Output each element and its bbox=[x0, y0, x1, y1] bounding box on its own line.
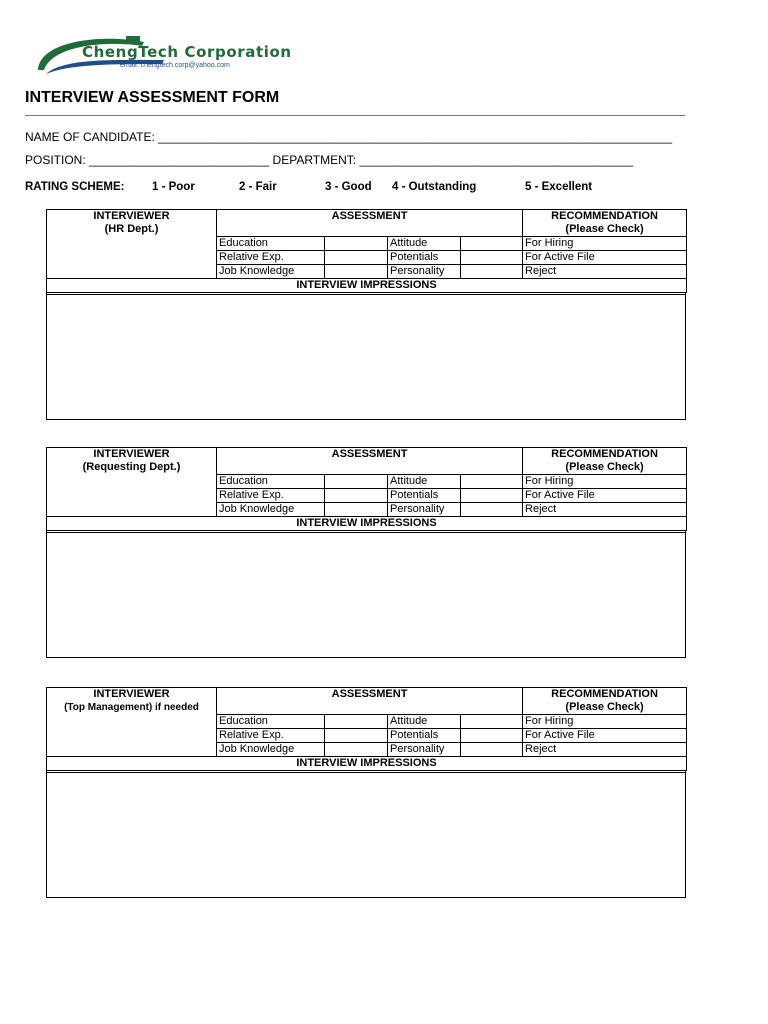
relative-exp-label: Relative Exp. bbox=[217, 251, 325, 265]
recommendation-title: RECOMMENDATION bbox=[551, 210, 658, 222]
relative-exp-rating-field[interactable] bbox=[325, 729, 388, 743]
attitude-rating-field[interactable] bbox=[461, 715, 523, 729]
assessment-section-requesting bbox=[46, 447, 686, 658]
education-label: Education bbox=[217, 237, 325, 251]
department-label: DEPARTMENT: _________________________________________ bbox=[272, 153, 634, 167]
job-knowledge-label: Job Knowledge bbox=[217, 743, 325, 757]
rating-1: 1 - Poor bbox=[152, 181, 195, 193]
please-check-label: (Please Check) bbox=[565, 223, 644, 235]
personality-label: Personality bbox=[388, 265, 461, 279]
potentials-rating-field[interactable] bbox=[461, 729, 523, 743]
interview-impressions-header: INTERVIEW IMPRESSIONS bbox=[47, 517, 687, 531]
for-hiring-option[interactable]: For Hiring bbox=[523, 475, 687, 489]
rating-3: 3 - Good bbox=[325, 181, 372, 193]
attitude-label: Attitude bbox=[388, 475, 461, 489]
job-knowledge-rating-field[interactable] bbox=[325, 503, 388, 517]
relative-exp-label: Relative Exp. bbox=[217, 729, 325, 743]
assessment-header: ASSESSMENT bbox=[217, 448, 523, 475]
personality-label: Personality bbox=[388, 743, 461, 757]
please-check-label: (Please Check) bbox=[565, 461, 644, 473]
company-name: ChengTech Corporation bbox=[82, 43, 292, 61]
education-rating-field[interactable] bbox=[325, 715, 388, 729]
interview-impressions-field[interactable] bbox=[46, 772, 686, 898]
job-knowledge-label: Job Knowledge bbox=[217, 503, 325, 517]
assessment-table bbox=[46, 209, 687, 293]
reject-option[interactable]: Reject bbox=[523, 743, 687, 757]
potentials-label: Potentials bbox=[388, 489, 461, 503]
please-check-label: (Please Check) bbox=[565, 701, 644, 713]
interviewer-subtitle: (HR Dept.) bbox=[104, 223, 159, 235]
position-label: POSITION: ___________________________ bbox=[25, 153, 270, 167]
for-hiring-option[interactable]: For Hiring bbox=[523, 237, 687, 251]
for-active-file-option[interactable]: For Active File bbox=[523, 729, 687, 743]
relative-exp-label: Relative Exp. bbox=[217, 489, 325, 503]
recommendation-header bbox=[523, 448, 687, 475]
relative-exp-rating-field[interactable] bbox=[325, 489, 388, 503]
assessment-header: ASSESSMENT bbox=[217, 688, 523, 715]
interview-impressions-header: INTERVIEW IMPRESSIONS bbox=[47, 757, 687, 771]
recommendation-header bbox=[523, 688, 687, 715]
recommendation-header bbox=[523, 210, 687, 237]
assessment-section-management bbox=[46, 687, 686, 898]
education-label: Education bbox=[217, 715, 325, 729]
reject-option[interactable]: Reject bbox=[523, 265, 687, 279]
job-knowledge-rating-field[interactable] bbox=[325, 743, 388, 757]
education-rating-field[interactable] bbox=[325, 237, 388, 251]
form-title: INTERVIEW ASSESSMENT FORM bbox=[25, 89, 280, 106]
candidate-name-field[interactable]: NAME OF CANDIDATE: _____________________________________________________________________________ bbox=[25, 130, 673, 144]
assessment-header: ASSESSMENT bbox=[217, 210, 523, 237]
interview-impressions-field[interactable] bbox=[46, 294, 686, 420]
interviewer-name-field[interactable] bbox=[47, 237, 217, 279]
personality-rating-field[interactable] bbox=[461, 503, 523, 517]
interviewer-title: INTERVIEWER bbox=[93, 448, 170, 460]
interviewer-name-field[interactable] bbox=[47, 475, 217, 517]
assessment-table bbox=[46, 447, 687, 531]
company-logo bbox=[34, 30, 394, 78]
rating-2: 2 - Fair bbox=[239, 181, 277, 193]
education-rating-field[interactable] bbox=[325, 475, 388, 489]
reject-option[interactable]: Reject bbox=[523, 503, 687, 517]
recommendation-title: RECOMMENDATION bbox=[551, 688, 658, 700]
job-knowledge-rating-field[interactable] bbox=[325, 265, 388, 279]
interviewer-header bbox=[47, 210, 217, 237]
interviewer-title: INTERVIEWER bbox=[93, 688, 170, 700]
relative-exp-rating-field[interactable] bbox=[325, 251, 388, 265]
personality-rating-field[interactable] bbox=[461, 265, 523, 279]
recommendation-title: RECOMMENDATION bbox=[551, 448, 658, 460]
interviewer-name-field[interactable] bbox=[47, 715, 217, 757]
interview-impressions-header: INTERVIEW IMPRESSIONS bbox=[47, 279, 687, 293]
potentials-rating-field[interactable] bbox=[461, 251, 523, 265]
interviewer-title: INTERVIEWER bbox=[93, 210, 170, 222]
attitude-rating-field[interactable] bbox=[461, 475, 523, 489]
for-active-file-option[interactable]: For Active File bbox=[523, 251, 687, 265]
potentials-rating-field[interactable] bbox=[461, 489, 523, 503]
interviewer-subtitle: (Top Management) if needed bbox=[64, 702, 199, 713]
assessment-table bbox=[46, 687, 687, 771]
rating-scheme-label: RATING SCHEME: bbox=[25, 181, 125, 193]
attitude-rating-field[interactable] bbox=[461, 237, 523, 251]
potentials-label: Potentials bbox=[388, 729, 461, 743]
company-email: email: chengtech.corp@yahoo.com bbox=[120, 62, 230, 69]
for-active-file-option[interactable]: For Active File bbox=[523, 489, 687, 503]
potentials-label: Potentials bbox=[388, 251, 461, 265]
interviewer-header bbox=[47, 688, 217, 715]
interviewer-subtitle: (Requesting Dept.) bbox=[82, 461, 181, 473]
assessment-section-hr bbox=[46, 209, 686, 420]
position-field[interactable] bbox=[25, 153, 633, 167]
job-knowledge-label: Job Knowledge bbox=[217, 265, 325, 279]
title-divider bbox=[25, 115, 685, 116]
personality-label: Personality bbox=[388, 503, 461, 517]
attitude-label: Attitude bbox=[388, 715, 461, 729]
personality-rating-field[interactable] bbox=[461, 743, 523, 757]
education-label: Education bbox=[217, 475, 325, 489]
attitude-label: Attitude bbox=[388, 237, 461, 251]
rating-4: 4 - Outstanding bbox=[392, 181, 477, 193]
for-hiring-option[interactable]: For Hiring bbox=[523, 715, 687, 729]
interview-impressions-field[interactable] bbox=[46, 532, 686, 658]
rating-5: 5 - Excellent bbox=[525, 181, 593, 193]
interviewer-header bbox=[47, 448, 217, 475]
